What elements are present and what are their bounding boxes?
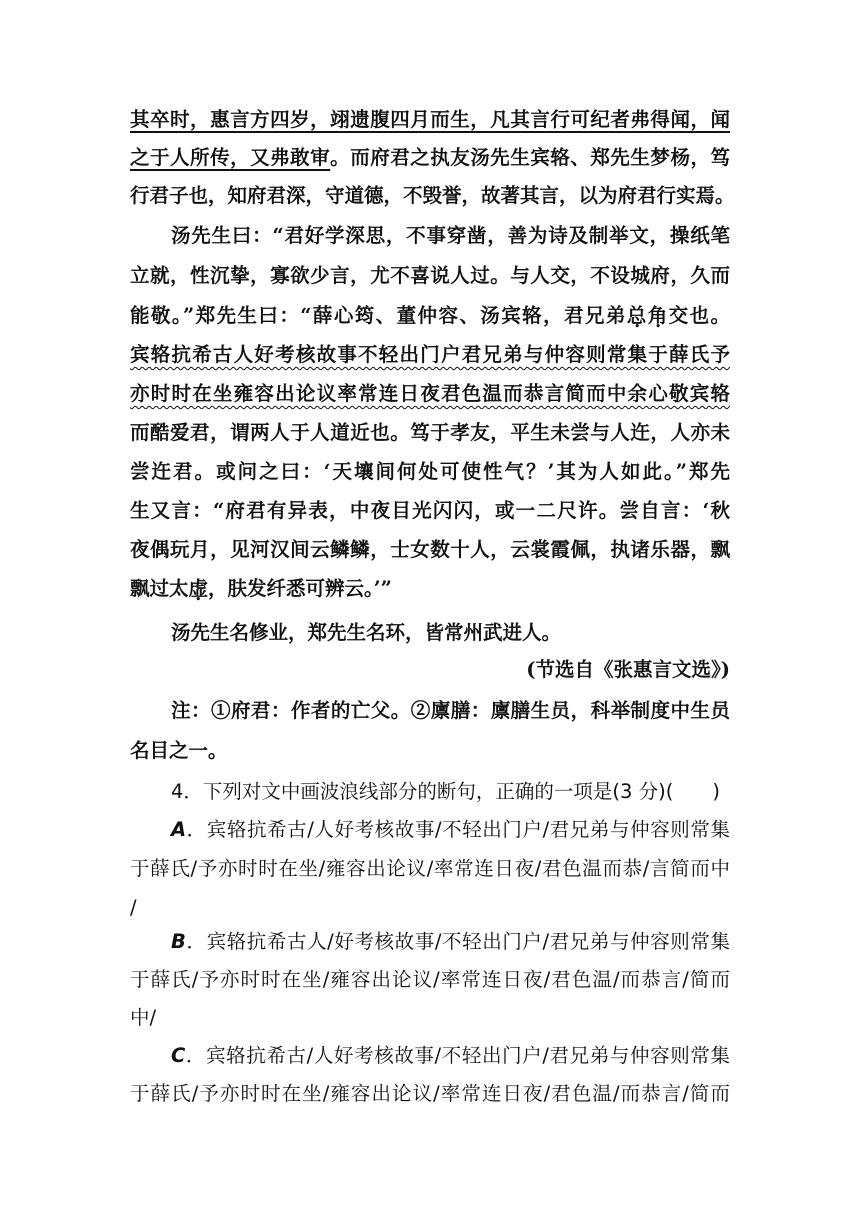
option-b-line-2: 于薛氏/予亦时时在坐/雍容出论议/率常连日夜/君色温/而恭言/简而 — [130, 968, 730, 991]
passage-line-11: 生又言：“府君有异表，中夜目光闪闪，或一二尺许。尝自言：‘秋 — [130, 499, 730, 522]
option-letter: A — [171, 818, 187, 841]
passage-line-4: 汤先生曰：“君好学深思，不事穿凿，善为诗及制举文，操纸笔 — [171, 224, 730, 247]
question-stem: 4．下列对文中画波浪线部分的断句，正确的一项是(3 分)( ) — [171, 780, 720, 803]
dotted-char: 角 — [647, 304, 669, 327]
option-c-line-1 — [171, 1042, 730, 1070]
passage-line-5: 立就，性沉挚，寡欲少言，尤不喜说人过。与人交，不设城府，久而 — [130, 264, 730, 287]
text: 飘过太 — [130, 577, 189, 600]
note-line-2: 名目之一。 — [130, 739, 228, 762]
note-line-1: 注：①府君：作者的亡父。②廪膳：廪膳生员，科举制度中生员 — [171, 699, 730, 722]
option-b-line-1 — [171, 928, 730, 956]
passage-line-1: 其卒时，惠言方四岁，翊遗腹四月而生，凡其言行可纪者弗得闻，闻 — [130, 108, 730, 131]
option-text: ．宾辂抗希古/人好考核故事/不轻出门户/君兄弟与仲容则常集 — [185, 1044, 730, 1067]
text: 能敬。”郑先生曰：“薛心筠、董仲容、汤宾辂，君兄弟 — [130, 304, 627, 327]
text: 。而府君之执友汤先生宾辂、郑先生梦杨，笃 — [330, 146, 730, 169]
option-text: ．宾辂抗希古人/好考核故事/不轻出门户/君兄弟与仲容则常集 — [185, 930, 730, 953]
passage-line-3: 行君子也，知府君深，守道德，不毁誉，故著其言，以为府君行实焉。 — [130, 184, 735, 207]
option-b-line-3: 中/ — [130, 1006, 157, 1029]
option-a-line-1 — [171, 816, 730, 844]
option-a-line-2: 于薛氏/予亦时时在坐/雍容出论议/率常连日夜/君色温而恭/言简而中 — [130, 857, 730, 880]
dotted-char: 虚 — [188, 577, 209, 600]
passage-line-13 — [130, 575, 730, 603]
wavy-line-2: 亦时时在坐雍容出论议率常连日夜君色温而恭言简而中余心敬宾辂 — [130, 382, 730, 405]
passage-line-12: 夜偶玩月，见河汉间云鳞鳞，士女数十人，云裳霞佩，执诸乐器，飘 — [130, 538, 730, 561]
text: 交也。 — [668, 304, 730, 327]
text: ，肤发纤悉可辨云。’” — [208, 577, 392, 600]
passage-line-6 — [130, 302, 730, 330]
underlined-text: 之于人所传，又弗敢审 — [130, 146, 331, 169]
option-letter: C — [171, 1044, 186, 1067]
option-a-line-3: / — [130, 896, 137, 919]
wavy-line-1: 宾辂抗希古人好考核故事不轻出门户君兄弟与仲容则常集于薛氏予 — [130, 343, 730, 366]
dotted-char: 总 — [626, 304, 648, 327]
option-c-line-2: 于薛氏/予亦时时在坐/雍容出论议/率常连日夜/君色温/而恭言/简而 — [130, 1082, 730, 1105]
passage-line-10: 尝迕君。或问之曰：‘天壤间何处可使性气？’其为人如此。”郑先 — [130, 460, 730, 483]
passage-line-14: 汤先生名修业，郑先生名环，皆常州武进人。 — [171, 621, 562, 644]
passage-line-9: 而酷爱君，谓两人于人道近也。笃于孝友，平生未尝与人迕，人亦未 — [130, 421, 730, 444]
passage-line-2 — [130, 144, 730, 172]
option-text: ．宾辂抗希古/人好考核故事/不轻出门户/君兄弟与仲容则常集 — [186, 818, 730, 841]
source-citation: (节选自《张惠言文选》) — [526, 658, 730, 681]
option-letter: B — [171, 930, 186, 953]
